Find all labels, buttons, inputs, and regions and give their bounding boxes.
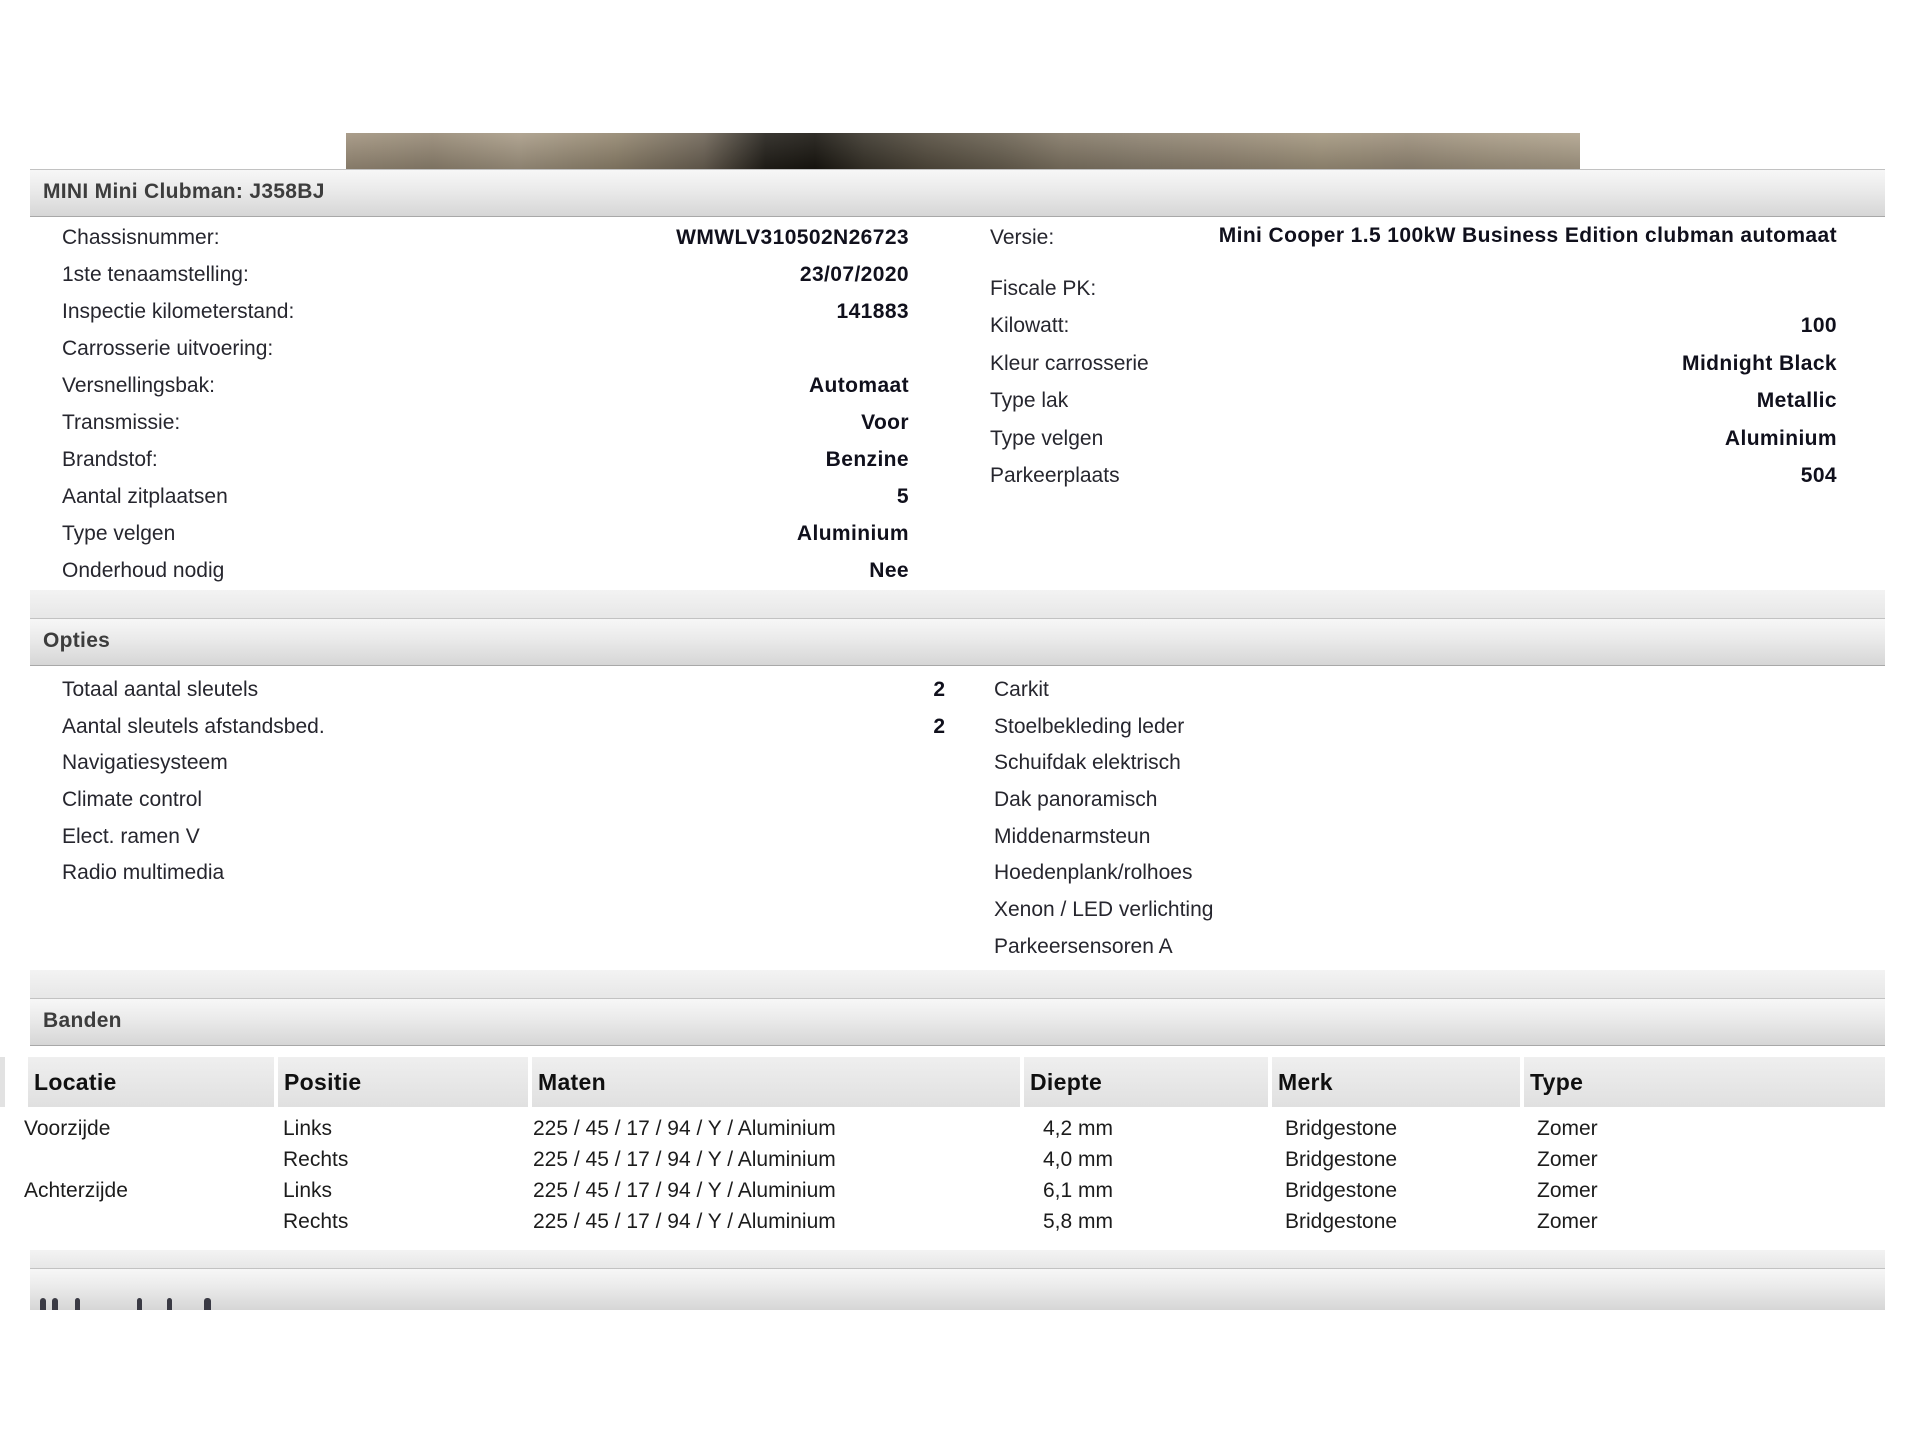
column-header-positie: Positie (278, 1057, 528, 1107)
spec-label: Transmissie: (62, 411, 181, 434)
tire-table-body (0, 1113, 1920, 1237)
spec-label: Inspectie kilometerstand: (62, 300, 295, 323)
option-row (994, 929, 1694, 966)
option-row (994, 855, 1694, 892)
spec-label: Versie: (990, 226, 1055, 249)
tire-cell-type: Zomer (1537, 1179, 1598, 1202)
spec-value: 141883 (836, 300, 909, 323)
clipped-section-bar[interactable] (30, 1268, 1885, 1310)
option-label: Climate control (62, 788, 203, 812)
spec-label: Parkeerplaats (990, 464, 1120, 487)
clipped-letter-mark (204, 1298, 211, 1310)
clipped-letter-mark (75, 1298, 80, 1310)
spec-label: Kilowatt: (990, 314, 1070, 337)
spec-row (990, 307, 1837, 344)
tire-cell-positie: Links (283, 1117, 333, 1140)
spec-value: Mini Cooper 1.5 100kW Business Edition clubman automaat (1218, 224, 1837, 247)
table-row (0, 1113, 1920, 1144)
spec-label: Type velgen (990, 427, 1104, 450)
spec-label: Onderhoud nodig (62, 559, 225, 582)
section-bar-banden[interactable] (30, 998, 1885, 1046)
spec-row (62, 293, 909, 330)
clipped-letter-mark (40, 1298, 46, 1310)
spec-row (990, 382, 1837, 419)
spec-value: 504 (1800, 464, 1837, 487)
spec-label: Type lak (990, 389, 1069, 412)
tire-cell-positie: Rechts (283, 1210, 349, 1233)
column-header-locatie: Locatie (28, 1057, 274, 1107)
tire-cell-merk: Bridgestone (1285, 1148, 1398, 1171)
option-row (62, 745, 945, 782)
tire-cell-type: Zomer (1537, 1148, 1598, 1171)
spec-row (62, 515, 909, 552)
option-value: 2 (933, 714, 945, 738)
spec-value: Nee (869, 559, 909, 582)
spec-value: Automaat (808, 374, 909, 397)
spec-row (990, 420, 1837, 457)
spec-label: 1ste tenaamstelling: (62, 263, 249, 286)
option-row (994, 745, 1694, 782)
table-row (0, 1144, 1920, 1175)
spec-value: Midnight Black (1682, 352, 1837, 375)
column-header-type: Type (1524, 1057, 1885, 1107)
spec-row (62, 478, 909, 515)
spec-row (62, 367, 909, 404)
option-row (994, 672, 1694, 709)
section-bar-opties[interactable] (30, 618, 1885, 666)
spec-column-left (62, 219, 909, 589)
tire-cell-positie: Rechts (283, 1148, 349, 1171)
spec-row (990, 345, 1837, 382)
option-label: Totaal aantal sleutels (62, 678, 259, 701)
spec-label: Carrosserie uitvoering: (62, 337, 274, 360)
spec-row (990, 270, 1837, 307)
tire-cell-locatie: Achterzijde (24, 1179, 128, 1202)
tire-cell-diepte: 4,0 mm (1043, 1148, 1114, 1171)
tire-cell-merk: Bridgestone (1285, 1179, 1398, 1202)
table-left-sliver (0, 1057, 5, 1107)
tire-cell-merk: Bridgestone (1285, 1210, 1398, 1233)
option-label: Radio multimedia (62, 861, 225, 885)
spec-label: Aantal zitplaatsen (62, 485, 228, 508)
spec-value: Voor (861, 411, 909, 434)
table-row (0, 1206, 1920, 1237)
section-divider (30, 590, 1885, 618)
option-label: Middenarmsteun (994, 824, 1151, 848)
opties-title: Opties (43, 629, 111, 652)
clipped-letter-mark (137, 1298, 142, 1310)
opties-column-right (994, 672, 1694, 966)
option-label: Xenon / LED verlichting (994, 898, 1214, 922)
spec-value: Benzine (825, 448, 909, 471)
section-divider (30, 970, 1885, 998)
spec-label: Kleur carrosserie (990, 352, 1149, 375)
option-label: Carkit (994, 678, 1049, 701)
option-label: Aantal sleutels afstandsbed. (62, 714, 325, 738)
section-bar-vehicle[interactable] (30, 169, 1885, 217)
option-row (994, 709, 1694, 746)
option-value: 2 (933, 678, 945, 701)
option-row (62, 672, 945, 709)
spec-row (62, 256, 909, 293)
spec-label: Chassisnummer: (62, 226, 220, 249)
clipped-letter-mark (52, 1298, 58, 1310)
spec-label: Type velgen (62, 522, 176, 545)
spec-value: WMWLV310502N26723 (676, 226, 909, 249)
option-label: Stoelbekleding leder (994, 714, 1185, 738)
spec-row (62, 219, 909, 256)
column-header-merk: Merk (1272, 1057, 1520, 1107)
spec-row (62, 404, 909, 441)
spec-label: Fiscale PK: (990, 277, 1097, 300)
column-header-diepte: Diepte (1024, 1057, 1268, 1107)
column-header-maten: Maten (532, 1057, 1020, 1107)
clipped-letter-mark (167, 1298, 172, 1310)
spec-value: Aluminium (1724, 427, 1837, 450)
spec-row (990, 457, 1837, 494)
vehicle-photo (346, 133, 1580, 170)
spec-value: Aluminium (796, 522, 909, 545)
spec-label: Brandstof: (62, 448, 158, 471)
section-divider (30, 1250, 1885, 1268)
tire-cell-type: Zomer (1537, 1117, 1598, 1140)
spec-value: 5 (896, 485, 909, 508)
banden-title: Banden (43, 1009, 122, 1032)
option-row (62, 782, 945, 819)
spec-row (990, 219, 1837, 256)
tire-cell-positie: Links (283, 1179, 333, 1202)
option-row (994, 892, 1694, 929)
table-row (0, 1175, 1920, 1206)
option-row (62, 819, 945, 856)
option-row (62, 855, 945, 892)
option-row (62, 709, 945, 746)
tire-cell-maten: 225 / 45 / 17 / 94 / Y / Aluminium (533, 1179, 836, 1202)
tire-cell-maten: 225 / 45 / 17 / 94 / Y / Aluminium (533, 1210, 836, 1233)
option-row (994, 782, 1694, 819)
opties-column-left (62, 672, 945, 892)
option-row (994, 819, 1694, 856)
tire-cell-diepte: 5,8 mm (1043, 1210, 1114, 1233)
spec-row (62, 330, 909, 367)
spec-value: 100 (1800, 314, 1837, 337)
vehicle-title: MINI Mini Clubman: J358BJ (43, 180, 325, 203)
spec-row (62, 552, 909, 589)
tire-cell-maten: 225 / 45 / 17 / 94 / Y / Aluminium (533, 1117, 836, 1140)
option-label: Parkeersensoren A (994, 934, 1173, 958)
tire-cell-maten: 225 / 45 / 17 / 94 / Y / Aluminium (533, 1148, 836, 1171)
tire-cell-diepte: 6,1 mm (1043, 1179, 1114, 1202)
tire-cell-type: Zomer (1537, 1210, 1598, 1233)
tire-cell-diepte: 4,2 mm (1043, 1117, 1114, 1140)
tire-cell-merk: Bridgestone (1285, 1117, 1398, 1140)
spec-value: Metallic (1756, 389, 1837, 412)
option-label: Navigatiesysteem (62, 751, 228, 775)
spec-row (62, 441, 909, 478)
option-label: Schuifdak elektrisch (994, 751, 1181, 775)
option-label: Hoedenplank/rolhoes (994, 861, 1193, 885)
option-label: Elect. ramen V (62, 824, 200, 848)
tire-cell-locatie: Voorzijde (24, 1117, 111, 1140)
spec-label: Versnellingsbak: (62, 374, 215, 397)
option-label: Dak panoramisch (994, 788, 1158, 812)
spec-value: 23/07/2020 (799, 263, 909, 286)
